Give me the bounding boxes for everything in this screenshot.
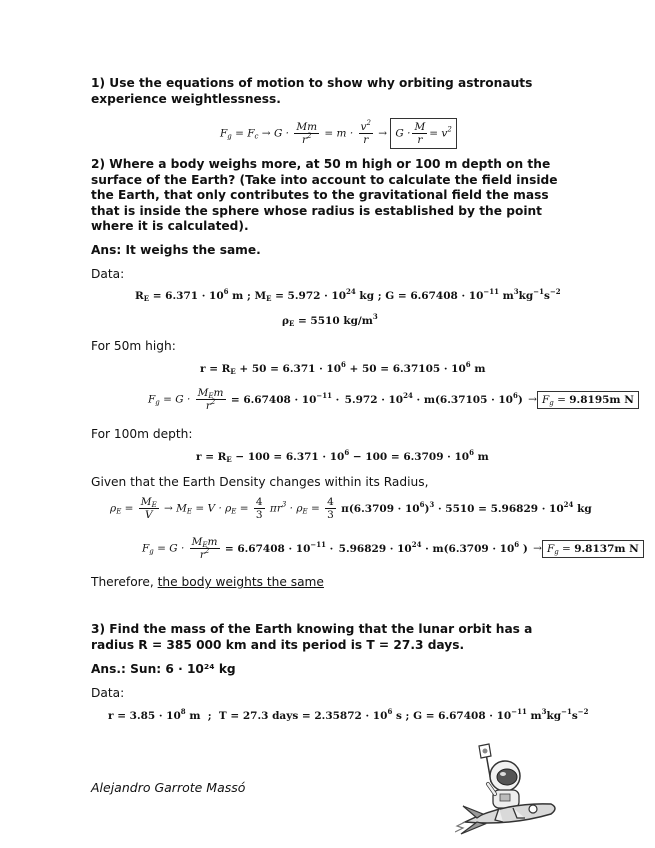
conclusion-text: the body weights the same [157,575,324,589]
depth-label: For 100m depth: [91,427,193,441]
answer-2: Ans: It weighs the same. [91,243,261,257]
equation-1: $F_g = F_c \to G$ · $\frac{Mm}{r^2}$ = m · $\frac{v^2}{r}$ → G · $\frac{M}{r}$ = $v^2$ [220,118,457,149]
high-label: For 50m high: [91,339,176,353]
density-text: Given that the Earth Density changes within its Radius, [91,475,429,489]
equation-data-constants: $R_E = 6.371 \cdot 10^6$ m ; $M_E = 5.972 \cdot 10^{24}$ kg ; $G = 6.67408 \cdot 10^{-11}$ $m^3kg^{-1}s^{-2}$ [135,287,561,303]
question-1: 1) Use the equations of motion to show why orbiting astronauts experience weightlessness. [91,76,533,106]
equation-radius-depth: $r = R_E - 100 = 6.371 \cdot 10^6 - 100 = 6.3709 \cdot 10^6$ m [196,448,489,464]
data-label-2: Data: [91,267,125,281]
equation-force-high: $F_g = G$ · $\frac{M_Em}{r^2}$ = $6.67408 \cdot 10^{-11} \cdot 5.972 \cdot 10^{24} \cdot m(6.37105 \cdot 10^6) \to F_g = 9.8195m$ N [148,387,639,412]
answer-3: Ans.: Sun: 6 · 10²⁴ kg [91,662,236,676]
question-2: 2) Where a body weighs more, at 50 m high or 100 m depth on the surface of the Earth? (Take into account to calculate the field inside the Earth, that only contributes to the gravitational field the mass that is inside the sphere whose radius is established by the point where it is calculated). [91,157,558,233]
equation-mass-density: $\rho_E$ = $\frac{M_E}{V}$ → $M_E = V \cdot \rho_E$ = $\frac{4}{3}$ $\pi r^3 \cdot \rho_E$ = $\frac{4}{3}$ $\pi(6.3709 \cdot 10^6)^3 \cdot 5510 = 5.96829 \cdot 10^{24}$ kg [110,496,592,521]
equation-radius-high: $r = R_E + 50 = 6.371 \cdot 10^6 + 50 = 6.37105 \cdot 10^6$ m [200,360,486,376]
astronaut-rocket-icon [455,742,565,842]
author-name: Alejandro Garrote Massó [91,780,246,795]
equation-data-3: $r = 3.85 \cdot 10^8$ m ; T = 27.3 days = $2.35872 \cdot 10^6$ s ; $G = 6.67408 \cdot 10^{-11}$ $m^3kg^{-1}s^{-2}$ [108,707,589,722]
therefore-text: Therefore, [91,575,158,589]
data-label-3: Data: [91,686,125,700]
result-depth: 9.8137m N [574,542,639,555]
equation-force-depth: $F_g = G$ · $\frac{M_Em}{r^2}$ = $6.67408 \cdot 10^{-11} \cdot 5.96829 \cdot 10^{24} \cdot m(6.3709 \cdot 10^6$ ) → $F_g = 9.8137m$ N [142,536,644,561]
conclusion-line [91,574,324,590]
question-3: 3) Find the mass of the Earth knowing that the lunar orbit has a radius R = 385 000 km and its period is T = 27.3 days. [91,622,533,652]
equation-density: $\rho_E = 5510$ $kg/m^3$ [282,312,378,328]
result-high: 9.8195m N [569,393,634,406]
